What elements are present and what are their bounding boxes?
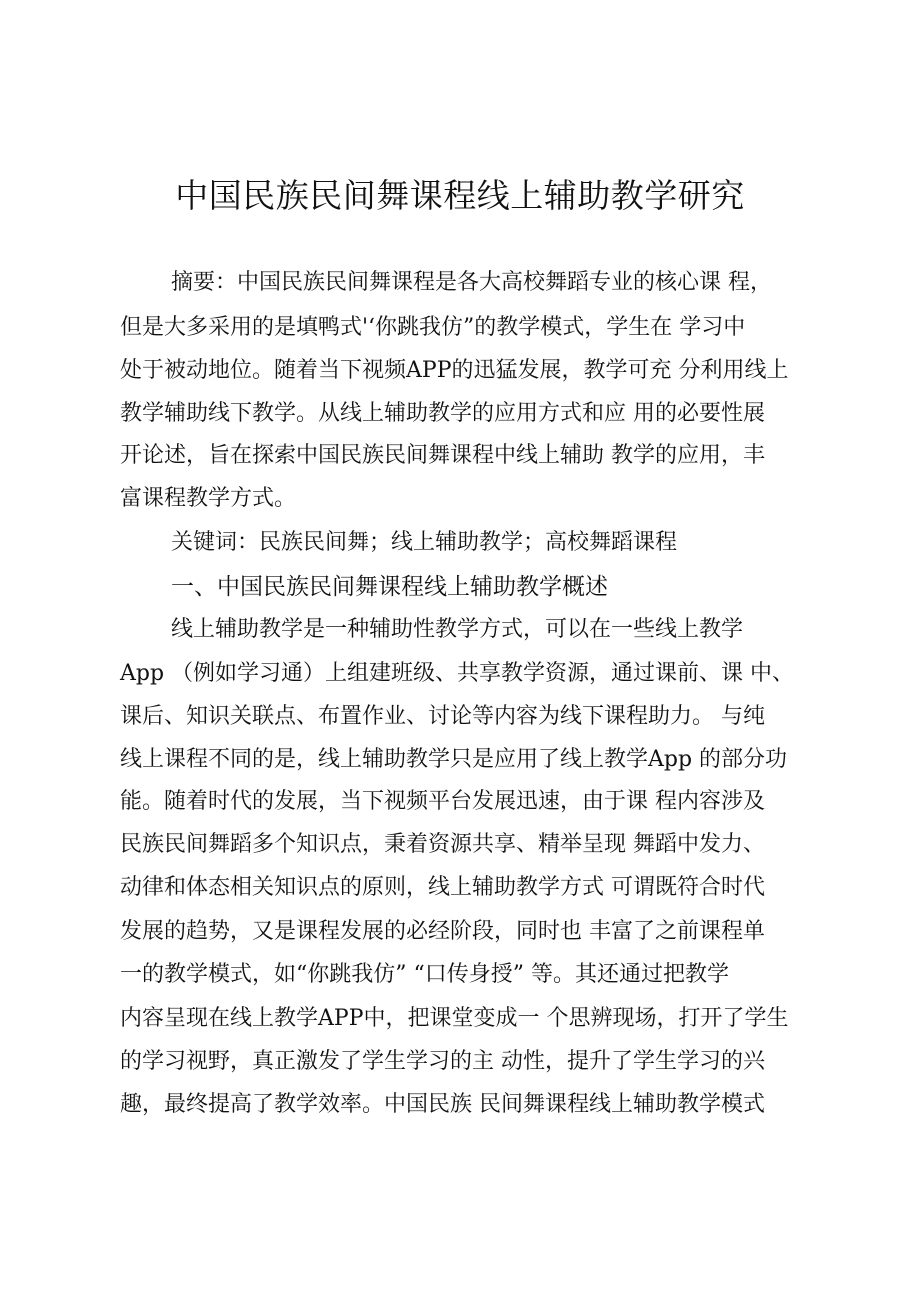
abstract-line: 开论述，旨在探索中国民族民间舞课程中线上辅助 教学的应用，丰 [120, 443, 765, 468]
body-line: 课后、知识关联点、布置作业、讨论等内容为线下课程助力。 与纯 [120, 704, 765, 729]
abstract-line: 处于被动地位。随着当下视频APP的迅猛发展，教学可充 分利用线上 [120, 358, 789, 383]
keywords-line: 关键词：民族民间舞；线上辅助教学；高校舞蹈课程 [171, 530, 678, 555]
body-line: 趣，最终提高了教学效率。中国民族 民间舞课程线上辅助教学模式 [120, 1092, 765, 1117]
body-line: 内容呈现在线上教学APP中，把课堂变成一 个思辨现场，打开了学生 [120, 1006, 789, 1031]
document-title: 中国民族民间舞课程线上辅助教学研究 [175, 176, 745, 215]
body-line: 的学习视野，真正激发了学生学习的主 动性，提升了学生学习的兴 [120, 1049, 765, 1074]
body-line: 动律和体态相关知识点的原则，线上辅助教学方式 可谓既符合时代 [120, 875, 765, 900]
body-line: 能。随着时代的发展，当下视频平台发展迅速，由于课 程内容涉及 [120, 789, 765, 814]
section-heading: 一、中国民族民间舞课程线上辅助教学概述 [171, 574, 608, 600]
body-line: 线上辅助教学是一种辅助性教学方式，可以在一些线上教学 [171, 617, 744, 642]
body-line: 民族民间舞蹈多个知识点，秉着资源共享、精举呈现 舞蹈中发力、 [120, 832, 765, 857]
abstract-line: 但是大多采用的是填鸭式'‘你跳我仿”的教学模式，学生在 学习中 [120, 315, 746, 340]
body-line: 发展的趋势，又是课程发展的必经阶段，同时也 丰富了之前课程单 [120, 919, 765, 944]
body-line: App （例如学习通）上组建班级、共享教学资源，通过课前、课 中、 [120, 661, 795, 686]
abstract-line: 富课程教学方式。 [120, 486, 297, 511]
body-line: 一的教学模式，如“你跳我仿” “口传身授” 等。其还通过把教学 [120, 962, 729, 987]
body-line: 线上课程不同的是，线上辅助教学只是应用了线上教学App 的部分功 [120, 747, 788, 772]
abstract-line: 教学辅助线下教学。从线上辅助教学的应用方式和应 用的必要性展 [120, 401, 765, 426]
abstract-line: 摘要：中国民族民间舞课程是各大高校舞蹈专业的核心课 程， [171, 270, 772, 295]
